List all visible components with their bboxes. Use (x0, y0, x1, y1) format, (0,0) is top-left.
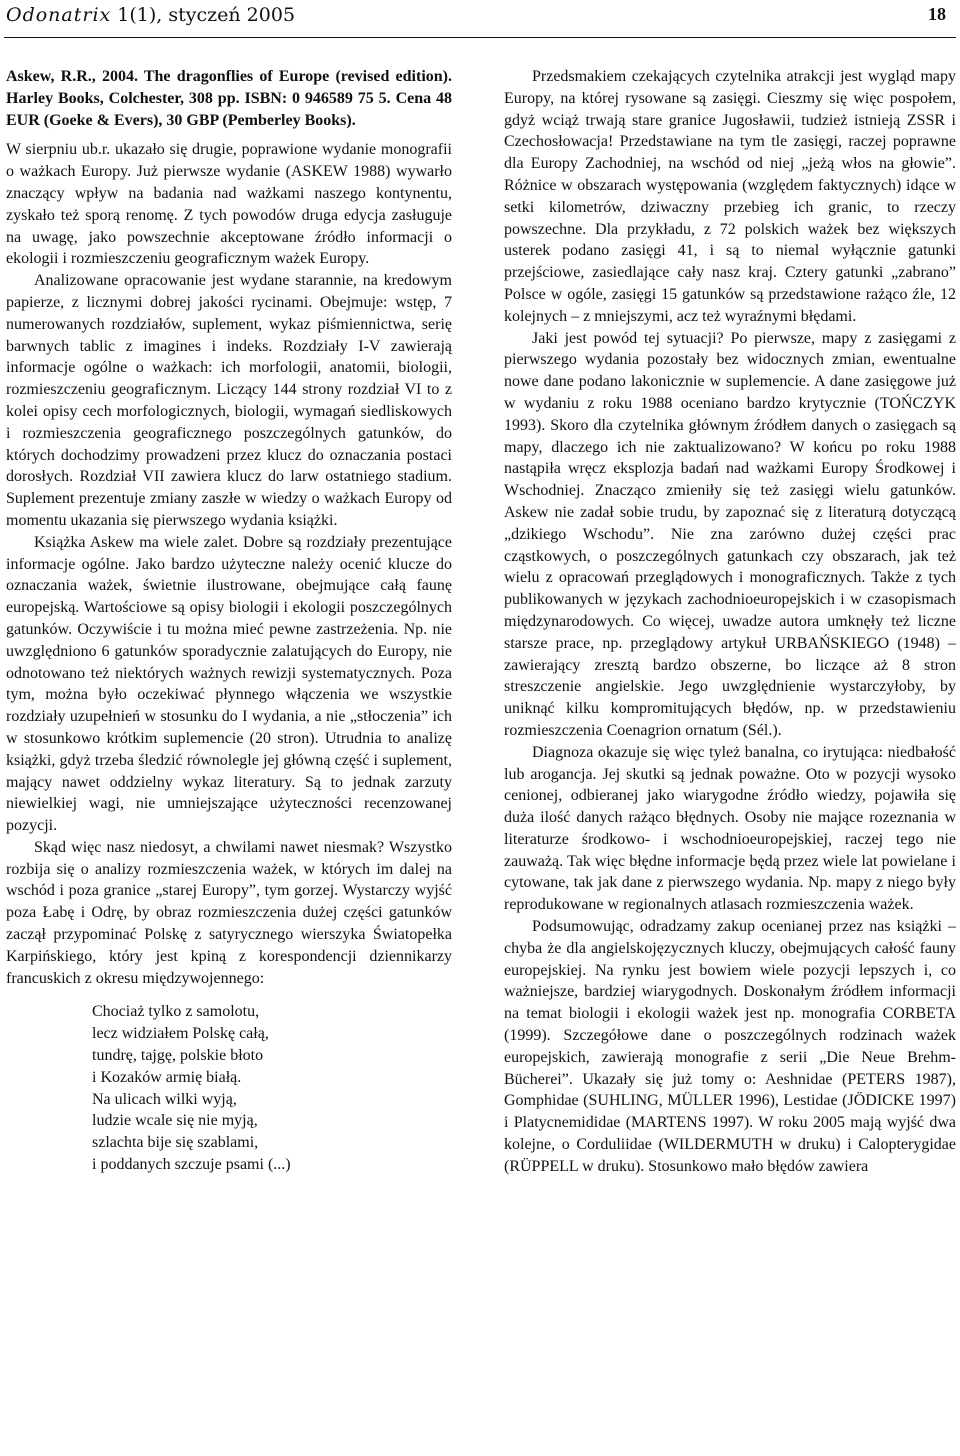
poem-line: lecz widziałem Polskę całą, (92, 1025, 269, 1043)
poem-line: tundrę, tajgę, polskie błoto (92, 1047, 264, 1065)
page-header (0, 0, 960, 42)
paragraph: Skąd więc nasz niedosyt, a chwilami nawet niesmak? Wszystko rozbija się o analizy rozmieszczenia ważek, w których im dalej na wschód i poza granice „starej Europy”, tym gorzej. Wystarczy wyjść poza Łabę i Odrę, by obraz rozmieszczenia dużej części gatunków zaczął przypominać Polskę z satyrycznego wierszyka Światopełka Karpińskiego, który jest kpiną z korespondencji dziennikarzy francuskich z okresu międzywojennego: (6, 838, 452, 987)
poem-line: szlachta bije się szablami, (92, 1134, 259, 1152)
paragraph: Analizowane opracowanie jest wydane starannie, na kredowym papierze, z licznymi dobrej jakości rycinami. Obejmuje: wstęp, 7 numerowanych rozdziałów, suplement, wykaz piśmiennictwa, serię barwnych tablic z imagines i indeks. Rozdziały I-V zawierają informacje ogólne o ważkach: ich morfologii, anatomii, biologii, rozmieszczeniu geograficznym. Liczący 144 strony rozdział VI to z kolei opisy cech morfologicznych, biologii, wymagań siedliskowych i rozmieszczenia geograficznego poszczególnych gatunków, do których dochodzimy prowadzeni przez klucz do oznaczania postaci dorosłych. Rozdział VII zawiera klucz do larw ostatniego stadium. Suplement prezentuje zmiany zaszłe w wiedzy o ważkach Europy od momentu ukazania się pierwszego wydania książki. (6, 272, 452, 529)
left-column (6, 66, 452, 1176)
book-reference: Askew, R.R., 2004. The dragonflies of Europe (revised edition). Harley Books, Colchester, 308 pp. ISBN: 0 946589 75 5. Cena 48 EUR (Goeke & Evers), 30 GBP (Pemberley Books). (6, 68, 452, 129)
paragraph: Jaki jest powód tej sytuacji? Po pierwsze, mapy z zasięgami z pierwszego wydania pozostały bez widocznych zmian, ewentualne nowe dane podano lakonicznie w suplemencie. A dane zasięgowe już w wydaniu z roku 1988 oceniano bardzo krytycznie (TOŃCZYK 1993). Skoro dla czytelnika głównym źródłem danych o zasięgach są mapy, dlaczego ich nie zaktualizowano? W końcu po roku 1988 nastąpiła wręcz eksplozja badań nad ważkami Europy Środkowej i Wschodniej. Znacząco zmieniły się też zasięgi wielu gatunków. Askew nie zadał sobie trudu, by zapoznać się z literaturą dotyczącą „dzikiego Wschodu”. Nie zna zarówno dużej części prac cząstkowych, o poszczególnych gatunkach czy obszarach, jak też wielu z opracowań przeglądowych i monograficznych. Także z tych publikowanych w językach zachodnioeuropejskich i w czasopismach międzynarodowych. Co więcej, uwadze autora umknęły też liczne starsze prace, np. przeglądowy artykuł URBAŃSKIEGO (1948) – zawierający zresztą bardzo obszerne, bo liczące aż 8 stron streszczenie angielskie. Jego uwzględnienie wystarczyłoby, by uniknąć kilku kompromitujących błędów, np. w przedstawieniu rozmieszczenia Coenagrion ornatum (Sél.). (504, 329, 956, 739)
paragraph: Podsumowując, odradzamy zakup ocenianej przez nas książki – chyba że dla angielskojęzycznych kluczy, obejmujących całość fauny europejskiej. Na rynku jest bowiem wiele pozycji lepszych i, co ważniejsze, bardziej wiarygodnych. Doskonałym źródłem informacji na temat biologii i ekologii ważek jest np. monografia CORBETA (1999). Szczegółowe dane o poszczególnych rodzinach ważek europejskich, zawierają monografie z serii „Die Neue Brehm-Bücherei”. Ukazały się już tomy o: Aeshnidae (PETERS 1987), Gomphidae (SUHLING, MÜLLER 1996), Lestidae (JÖDICKE 1997) i Platycnemididae (MARTENS 1997). W roku 2005 mają wyjść dwa kolejne, o Corduliidae (WILDERMUTH w druku) i Calopterygidae (RÜPPELL w druku). Stosunkowo mało błędów zawiera (504, 918, 956, 1175)
journal-issue: 1(1), styczeń 2005 (111, 4, 296, 26)
journal-citation (6, 4, 295, 26)
right-column (504, 66, 956, 1178)
paragraph: Książka Askew ma wiele zalet. Dobre są rozdziały prezentujące informacje ogólne. Jako bardzo użyteczne należy ocenić klucze do oznaczania ważek, świetnie ilustrowane, obejmujące całą faunę europejską. Wartościowe są opisy biologii i ekologii poszczególnych gatunków. Oczywiście i tu można mieć pewne zastrzeżenia. Np. nie uwzględniono 6 gatunków sporadycznie zalatujących do Europy, nie odnotowano też niektórych ważnych rewizji systematycznych. Poza tym, można było oczekiwać płynnego włączenia we wszystkie rozdziały uzupełnień w stosunku do I wydania, a nie „stłoczenia” ich w stosunkowo krótkim suplemencie (20 stron). Utrudnia to analizę książki, gdyż trzeba śledzić równolegle jej główną część i suplement, mający nawet oddzielny wykaz literatury. Są to jednak zarzuty niewielkiej wagi, nie umniejszające użyteczności recenzowanej pozycji. (6, 533, 452, 835)
journal-name: Odonatrix (6, 4, 112, 26)
paragraph: W sierpniu ub.r. ukazało się drugie, poprawione wydanie monografii o ważkach Europy. Już pierwsze wydanie (ASKEW 1988) wywarło znaczący wpływ na badania nad ważkami naszego kontynentu, zyskało też sporą renomę. Z tych powodów druga edycja zasługuje na uwagę, jako powszechnie akceptowane źródło informacji o ekologii i rozmieszczeniu geograficznym ważek Europy. (6, 141, 452, 268)
poem-line: i poddanych szczuje psami (...) (92, 1156, 291, 1174)
header-rule (4, 37, 956, 38)
poem-line: Na ulicach wilki wyją, (92, 1090, 237, 1108)
poem-line: Chociaż tylko z samolotu, (92, 1003, 260, 1021)
page-number: 18 (928, 4, 946, 24)
poem (92, 1001, 452, 1175)
paragraph: Przedsmakiem czekających czytelnika atrakcji jest wygląd mapy Europy, na której rysowane są zasięgi. Cieszmy się więc pospołem, gdyż wciąż trwają stare granice Jugosławii, tudzież istnieją ZSSR i Czechosłowacja! Przedstawiane na tym tle zasięgi, raczej poprawne dla Europy Zachodniej, na wschód od niej „jeżą włos na głowie”. Różnice w obszarach występowania (względem faktycznych) idące w setki kilometrów, dziwaczny przebieg ich granic, to rzeczy powszechne. Dla przykładu, z 72 polskich ważek bez większych usterek podano zasięgi 41, i są to niemal wyłącznie gatunki przejściowe, zasiedlające cały nasz kraj. Cztery gatunki „zabrano” Polsce w ogóle, zasięgi 15 gatunków są przedstawione rażąco źle, 12 kolejnych – z mniejszymi, acz też wyraźnymi błędami. (504, 68, 956, 325)
poem-line: i Kozaków armię białą. (92, 1068, 242, 1086)
paragraph: Diagnoza okazuje się więc tyleż banalna, co irytująca: niedbałość lub arogancja. Jej skutki są jednak poważne. Oto w pozycji wysoko cenionej, odbieranej jako wiarygodne źródło wiedzy, pojawiła się duża ilość danych rażąco błędnych. Osoby nie mające rozeznania w literaturze środkowo- i wschodnioeuropejskiej, raczej tego nie zauważą. Tak więc błędne informacje będą przez wiele lat powielane i cytowane, tak jak dane z pierwszego wydania. Np. mapy z niego były reprodukowane w regionalnych atlasach rozmieszczenia ważek. (504, 743, 956, 914)
poem-line: ludzie wcale się nie myją, (92, 1112, 258, 1130)
